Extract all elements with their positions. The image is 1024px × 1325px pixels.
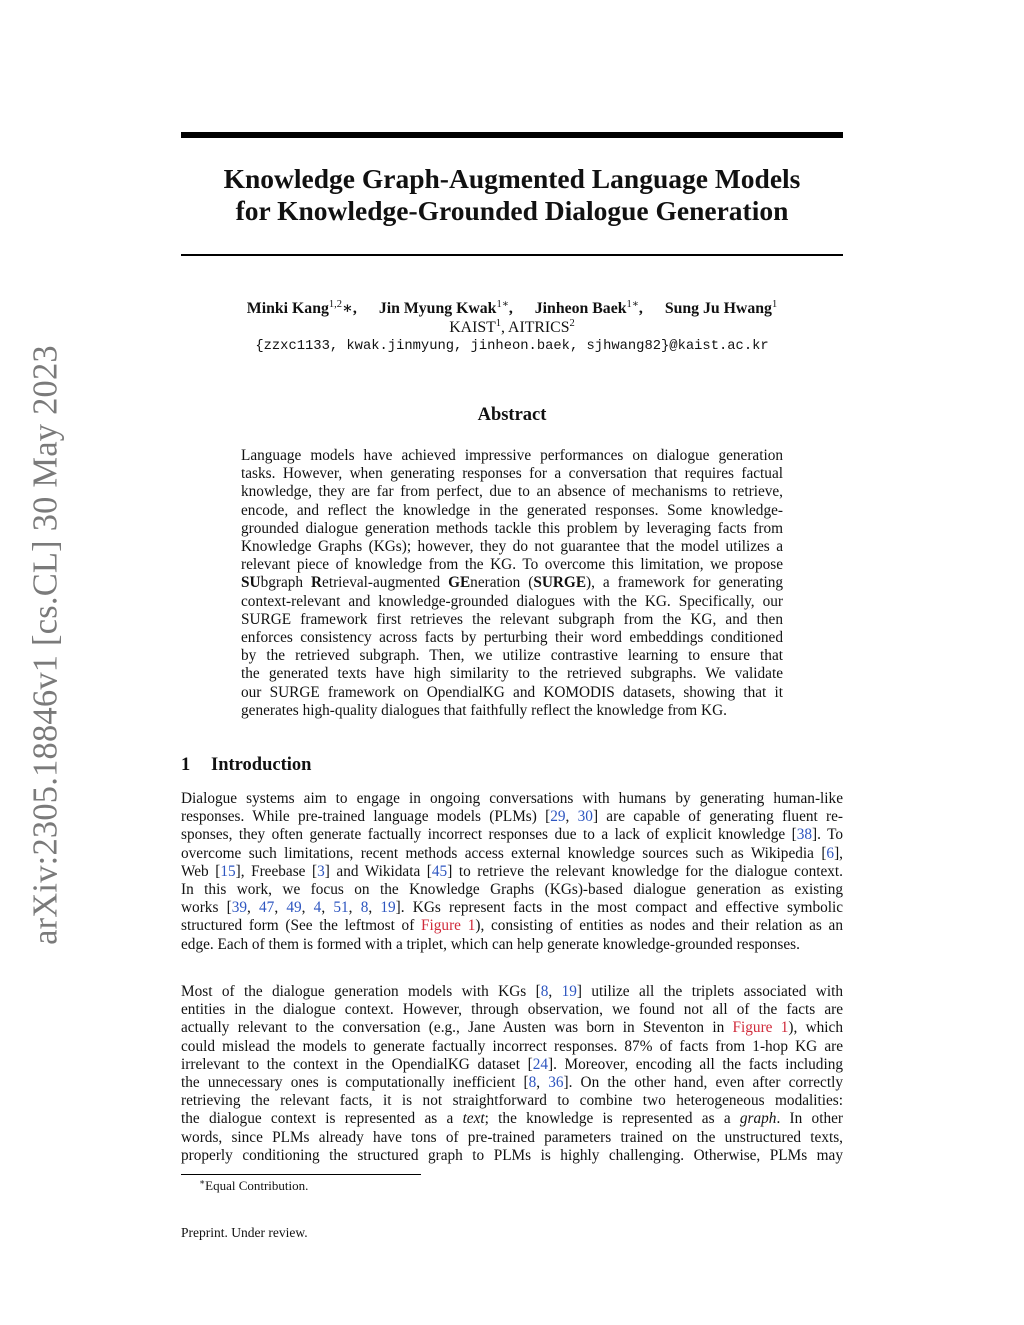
- citation-link[interactable]: 47: [259, 899, 275, 917]
- citation-link[interactable]: 39: [231, 899, 247, 917]
- abstract-line: context-relevant and knowledge-grounded dialogues with the KG. Specifically, our: [241, 592, 783, 610]
- author-affiliation-mark: 1: [771, 299, 778, 310]
- abstract-line: encode, and reflect the knowledge in the generated responses. Some knowledge-: [241, 501, 783, 519]
- citation-link[interactable]: 8: [528, 1074, 537, 1092]
- abstract-line: generates high-quality dialogues that faithfully reflect the knowledge from KG.: [241, 701, 727, 719]
- author-equal-mark: ∗: [342, 300, 353, 317]
- abstract-line: the generated texts have high similarity to the retrieved subgraphs. We validate: [241, 665, 783, 683]
- abstract-line: enforces consistency across facts by perturbing their word embeddings conditioned: [241, 629, 783, 647]
- intro-paragraph-1: Dialogue systems aim to engage in ongoing conversations with humans by generating human-like responses. While pre-trained language models (PLMs) [29, 30] are capable of generating fluent re- sponses, they often generate factually incorrect responses due to a lack of explicit knowledge [38]. To overcome such limitations, recent methods access external knowledge sources such as Wikipedia [6], Web [15], Freebase [3] and Wikidata [45] to retrieve the relevant knowledge for the dialogue context. In this work, we focus on the Knowledge Graphs (KGs)-based dialogue generation as existing works [39, 47, 49, 4, 51, 8, 19]. KGs represent facts in the most compact and effective symbolic structured form (See the leftmost of Figure 1), consisting of entities as nodes and their relation as an edge. Each of them is formed with a triplet, which can help generate knowledge-grounded responses.: [181, 790, 844, 953]
- title-line-2: for Knowledge-Grounded Dialogue Generation: [235, 195, 789, 226]
- citation-link[interactable]: 19: [380, 899, 396, 917]
- citation-link[interactable]: 29: [550, 808, 566, 826]
- abstract-line: knowledge, they are far from perfect, due to an absence of mechanisms to retrieve,: [241, 483, 783, 501]
- footnote: [199, 1178, 308, 1194]
- preprint-note: Preprint. Under review.: [181, 1225, 308, 1240]
- citation-link[interactable]: 15: [220, 862, 236, 880]
- author-block: [181, 299, 843, 356]
- citation-link[interactable]: 30: [577, 808, 593, 826]
- citation-link[interactable]: 4: [313, 899, 322, 917]
- citation-link[interactable]: 38: [796, 826, 812, 844]
- author-name: Jinheon Baek: [534, 300, 627, 317]
- title-rule-top: [181, 132, 843, 138]
- abstract-line: our SURGE framework on OpendialKG and KOMODIS datasets, showing that it: [241, 683, 783, 701]
- section-heading-introduction: [181, 755, 311, 776]
- abstract-heading: Abstract: [477, 405, 547, 425]
- affiliations: KAIST$^1$, AITRICS$^2$: [449, 318, 575, 336]
- citation-link[interactable]: 19: [561, 983, 577, 1000]
- abstract-line: Knowledge Graphs (KGs); however, they do not guarantee that the model utilizes a: [241, 538, 783, 556]
- author-affiliation-mark: 1∗: [626, 299, 639, 310]
- author-names: Minki Kang$^{1,2}$∗, Jin Myung Kwak$^{1∗}$, Jinheon Baek$^{1∗}$, Sung Ju Hwang$^1$: [246, 299, 778, 317]
- abstract-line: by the retrieved subgraph. Then, we utilize contrastive learning to ensure that: [241, 647, 783, 665]
- citation-link[interactable]: 36: [548, 1074, 564, 1092]
- author-emails[interactable]: {zzxc1133, kwak.jinmyung, jinheon.baek, sjhwang82}@kaist.ac.kr: [255, 339, 769, 354]
- footnote-text: Equal Contribution.: [205, 1178, 309, 1193]
- abstract-line-surge: SUbgraph Retrieval-augmented GEneration (SURGE), a framework for generating: [241, 574, 783, 592]
- citation-link[interactable]: 24: [532, 1055, 548, 1073]
- abstract-line: grounded dialogue generation methods tackle this problem by leveraging facts from: [241, 519, 783, 537]
- section-title: Introduction: [211, 755, 312, 775]
- citation-link[interactable]: 45: [431, 862, 448, 880]
- figure-reference-link[interactable]: Figure 1: [421, 917, 476, 935]
- citation-link[interactable]: 6: [826, 844, 835, 862]
- abstract-line: relevant piece of knowledge from the KG. To overcome this limitation, we propose: [241, 556, 783, 574]
- abstract-line: tasks. However, when generating responses for a conversation that requires factual: [241, 465, 783, 483]
- author-name: Sung Ju Hwang: [664, 300, 772, 317]
- citation-link[interactable]: 51: [333, 899, 349, 917]
- figure-reference-link[interactable]: Figure 1: [732, 1019, 789, 1037]
- footnote-rule: [181, 1174, 421, 1175]
- title-line-1: Knowledge Graph-Augmented Language Models: [223, 163, 801, 194]
- author-name: Jin Myung Kwak: [378, 300, 497, 317]
- abstract-line: Language models have achieved impressive performances on dialogue generation: [241, 447, 783, 464]
- citation-link[interactable]: 8: [540, 983, 549, 1000]
- paper-title: [181, 163, 843, 227]
- intro-paragraph-2: Most of the dialogue generation models with KGs [8, 19] utilize all the triplets associated with entities in the dialogue context. However, through observation, we found not all of the facts are actually relevant to the conversation (e.g., Jane Austen was born in Steventon in Figure 1), which could mislead the models to generate factually incorrect responses. 87% of facts from 1-hop KG are irrelevant to the context in the OpendialKG dataset [24]. Moreover, encoding all the facts including the unnecessary ones is computationally inefficient [8, 36]. On the other hand, even after correctly retrieving the relevant facts, it is not straightforward to combine two heterogeneous modalities: the dialogue context is represented as a text; the knowledge is represented as a graph. In other words, since PLMs already have tons of pre-trained parameters trained on the unstructured texts, properly conditioning the structured graph to PLMs is highly challenging. Otherwise, PLMs may: [181, 983, 844, 1164]
- arxiv-identifier[interactable]: arXiv:2305.18846v1 [cs.CL] 30 May 2023: [26, 345, 65, 945]
- author-name: Minki Kang: [246, 300, 329, 317]
- author-affiliation-mark: 1,2: [328, 299, 342, 310]
- abstract-body: [241, 447, 783, 720]
- abstract-line: SURGE framework first retrieves the relevant subgraph from the KG, and then: [241, 610, 783, 628]
- citation-link[interactable]: 3: [317, 862, 325, 880]
- citation-link[interactable]: 8: [360, 899, 369, 917]
- title-rule-bottom: [181, 254, 843, 256]
- section-number: 1: [181, 755, 191, 775]
- citation-link[interactable]: 49: [286, 899, 302, 917]
- footnote-mark: ∗: [199, 1177, 206, 1187]
- author-affiliation-mark: 1∗: [496, 299, 509, 310]
